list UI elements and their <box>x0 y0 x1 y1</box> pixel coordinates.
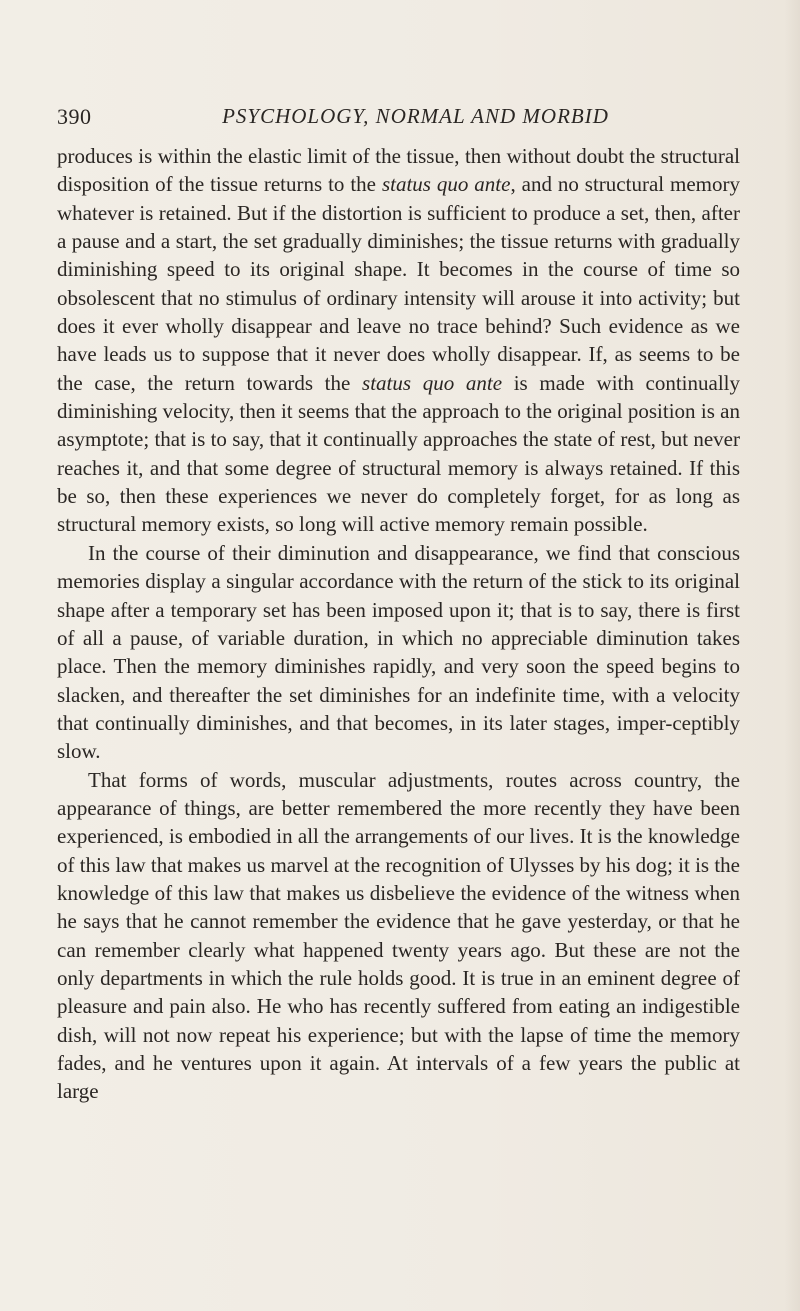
paragraph-1-segment-3: , and no structural memory whatever is retained. But if the distortion is sufficient to produce a set, then, after a pause and a start, the set gradually diminishes; the tissue returns with gradually diminishing speed to its original shape. It becomes in the course of time so obsolescent that no stimulus of ordinary intensity will arouse it into activity; but does it ever wholly disappear and leave no trace behind? Such evidence as we have leads us to suppose that it never does wholly disappear. If, as seems to be the case, the return towards the <box>57 172 740 395</box>
paragraph-1-italic-term-2: status quo ante <box>362 370 503 395</box>
page-header <box>57 104 740 136</box>
body-text <box>57 142 740 1106</box>
running-title: PSYCHOLOGY, NORMAL AND MORBID <box>222 104 609 128</box>
paragraph-1-segment-5: is made with continually diminishing velocity, then it seems that the approach to the original position is an asymptote; that is to say, that it continually approaches the state of rest, but never reaches it, and that some degree of structural memory is always retained. If this be so, then these experiences we never do completely forget, for as long as structural memory exists, so long will active memory remain possible. <box>57 370 741 537</box>
paragraph-2-segment-1: In the course of their diminution and disappearance, we find that conscious memories display a singular accordance with the return of the stick to its original shape after a temporary set has been imposed upon it; that is to say, there is first of all a pause, of variable duration, in which no appreciable diminution takes place. Then the memory diminishes rapidly, and very soon the speed begins to slacken, and thereafter the set diminishes for an indefinite time, with a velocity that continually diminishes, and that becomes, in its later stages, imper-ceptibly slow. <box>57 540 740 764</box>
paragraph-3-segment-1: That forms of words, muscular adjustments, routes across country, the appearance of things, are better remembered the more recently they have been experienced, is embodied in all the arrangements of our lives. It is the knowledge of this law that makes us marvel at the recognition of Ulysses by his dog; it is the knowledge of this law that makes us disbelieve the evidence of the witness when he says that he cannot remember the evidence that he gave yesterday, or that he can remember clearly what happened twenty years ago. But these are not the only departments in which the rule holds good. It is true in an eminent degree of pleasure and pain also. He who has recently suffered from eating an indigestible dish, will not now repeat his experience; but with the lapse of time the memory fades, and he ventures upon it again. At intervals of a few years the public at large <box>57 767 740 1104</box>
paragraph-1 <box>57 142 740 539</box>
paragraph-2 <box>57 539 740 766</box>
paragraph-1-italic-term-1: status quo ante <box>381 172 511 197</box>
paragraph-3 <box>57 766 740 1106</box>
paragraph-1-segment-1: produces is within the elastic limit of the tissue, then without doubt the structural disposition of the tissue returns to the <box>57 144 740 197</box>
page-edge-shadow <box>784 0 800 1311</box>
page-number: 390 <box>57 104 92 129</box>
